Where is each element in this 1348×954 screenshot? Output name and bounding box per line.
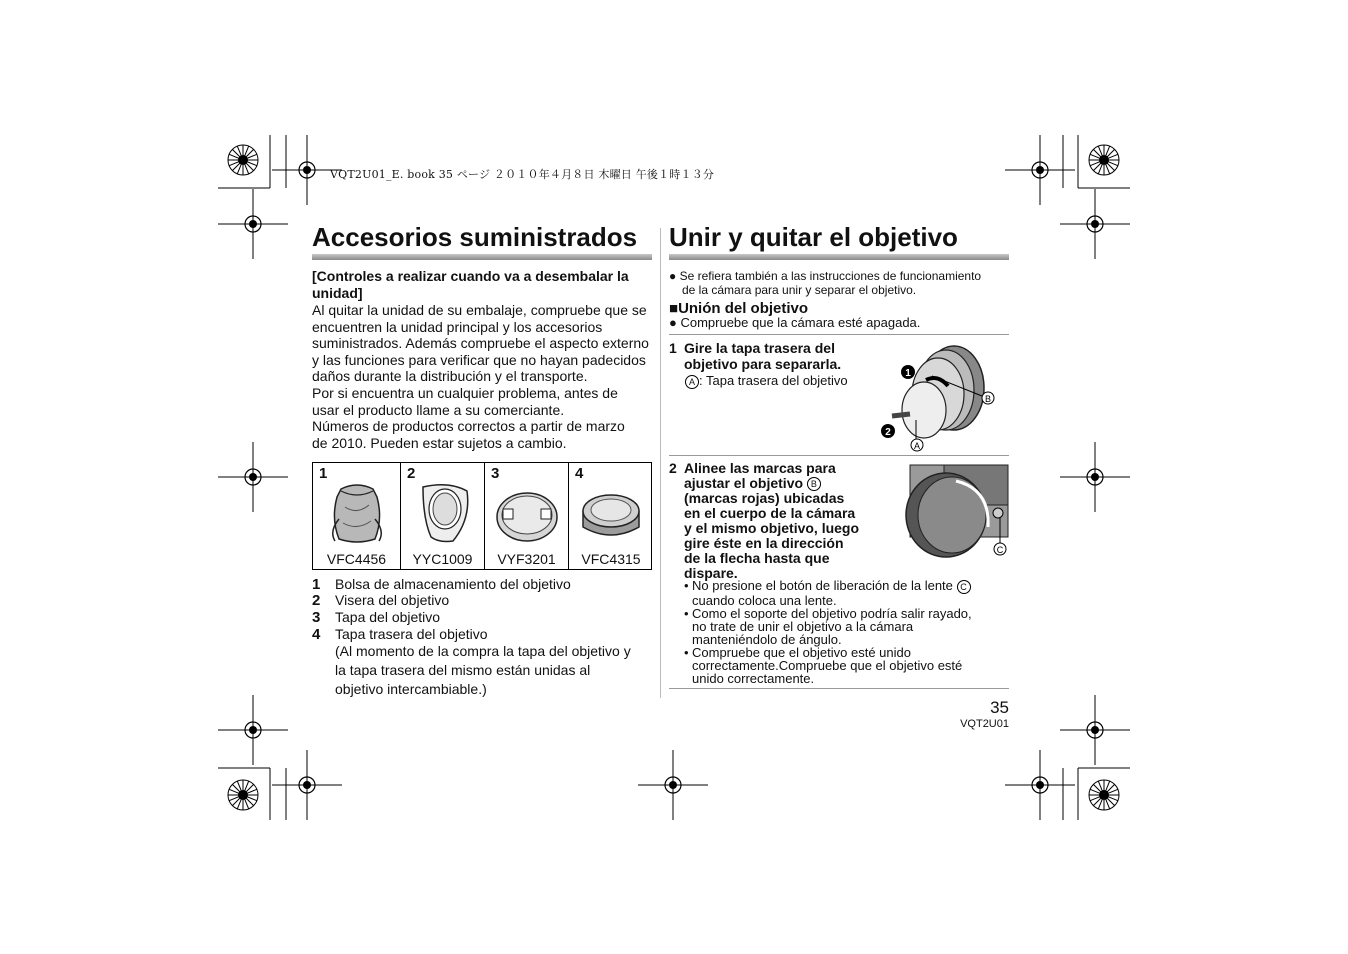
intro-bullet: ● Se refiera también a las instrucciones de funcionamiento de la cámara para unir y separar el objetivo. (669, 269, 982, 297)
section-heading: ■Unión del objetivo (669, 300, 809, 317)
label-c-icon: C (957, 580, 971, 594)
step-2-notes (684, 579, 1014, 685)
accessory-cell: 4 VFC4315 (569, 463, 653, 569)
rear-cap-removal-illustration (870, 338, 1010, 454)
page-number: 35 (990, 698, 1009, 717)
lens-hood-icon (409, 479, 477, 547)
accessory-cell: 1 VFC4456 (313, 463, 401, 569)
divider (669, 334, 1009, 335)
svg-text:2: 2 (885, 427, 891, 438)
rear-cap-note: (Al momento de la compra la tapa del objetivo y la tapa trasera del mismo están unidas al objetivo intercambiable.) (335, 643, 631, 697)
lens-cap-icon (493, 479, 561, 547)
divider (669, 688, 1009, 689)
label-b-icon: B (807, 477, 821, 491)
accessory-cell: 2 YYC1009 (401, 463, 485, 569)
left-title: Accesorios suministrados (312, 222, 638, 252)
section-bullet: ● Compruebe que la cámara esté apagada. (669, 315, 921, 330)
right-title-bar (669, 254, 1009, 260)
svg-text:1: 1 (905, 368, 911, 379)
lens-rear-cap-icon (577, 479, 645, 547)
doc-code: VQT2U01 (960, 718, 1009, 730)
accessories-table (312, 462, 652, 570)
step-1: 1 Gire la tapa trasera del objetivo para separarla. (669, 340, 842, 372)
step-2: 2 Alinee las marcas para ajustar el objetivo B (marcas rojas) ubicadas en el cuerpo de la cámara y el mismo objetivo, luego gire éste en la dirección de la flecha hasta que dispare. (669, 460, 860, 582)
label-a-icon: A (685, 375, 699, 389)
step-1-caption: A : Tapa trasera del objetivo (685, 373, 848, 389)
svg-text:A: A (913, 441, 921, 451)
lens-attach-illustration (904, 463, 1010, 559)
accessory-cell: 3 VYF3201 (485, 463, 569, 569)
note-item: • Como el soporte del objetivo podría salir rayado, no trate de unir el objetivo a la cámara manteniéndolo de ángulo. (684, 605, 972, 647)
right-title: Unir y quitar el objetivo (669, 222, 958, 252)
intro-text: Al quitar la unidad de su embalaje, compruebe que se encuentren la unidad principal y los accesorios suministrados. Además compruebe el aspecto externo y las funciones para verificar que no hayan padecidos daños durante la distribución y el transporte. Por si encuentra un cualquier problema, antes de usar el producto llame a su comerciante. Números de productos correctos a partir de marzo de 2010. Pueden estar sujetos a cambio. (312, 302, 649, 451)
divider (669, 455, 1009, 456)
intro-heading: [Controles a realizar cuando va a desembalar la unidad] (312, 268, 629, 301)
svg-text:C: C (996, 545, 1004, 555)
print-header: VQT2U01_E. book 35 ページ ２０１０年４月８日 木曜日 午後１時１３分 (330, 168, 715, 181)
left-title-bar (312, 254, 652, 260)
note-item: • No presione el botón de liberación de la lente C cuando coloca una lente. (684, 579, 1014, 607)
lens-pouch-icon (321, 479, 393, 547)
column-divider (660, 228, 661, 698)
note-item: • Compruebe que el objetivo esté unido correctamente.Compruebe que el objetivo esté unido correctamente. (684, 644, 963, 686)
svg-text:B: B (984, 394, 992, 404)
